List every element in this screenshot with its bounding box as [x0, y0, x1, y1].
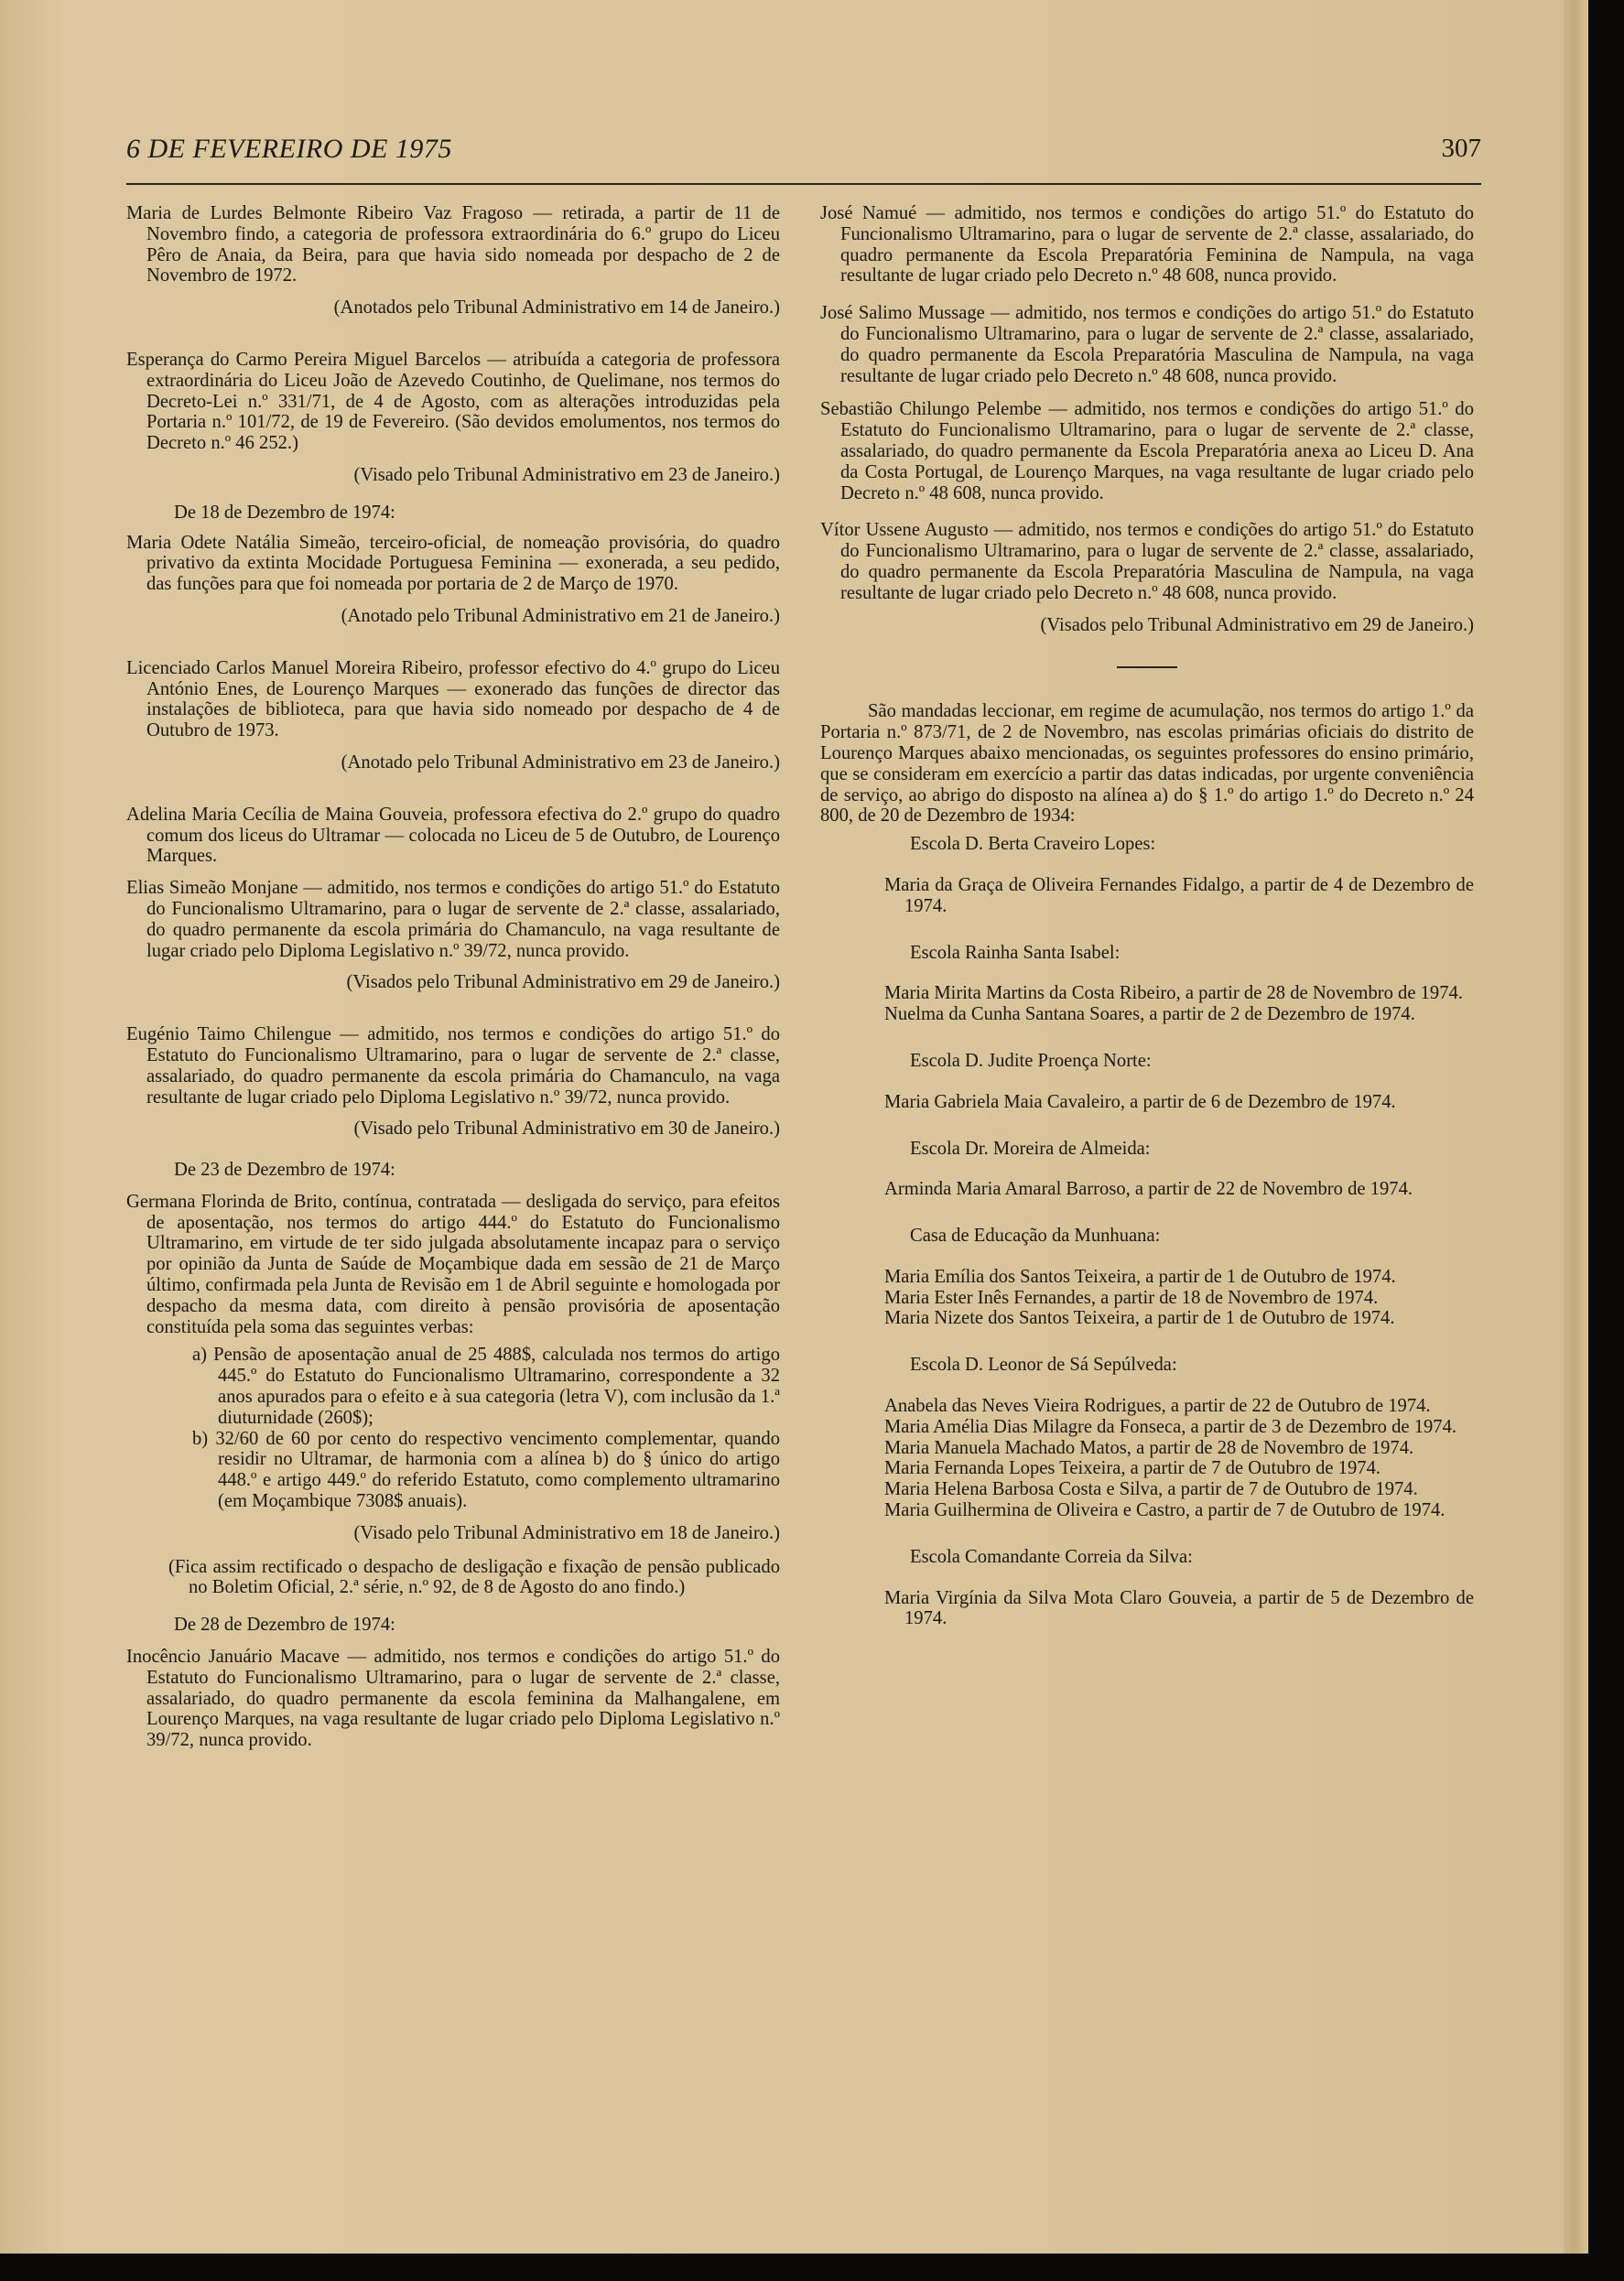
teacher-entry: Maria Mirita Martins da Costa Ribeiro, a partir de 28 de Novembro de 1974.: [884, 983, 1463, 1004]
school-heading: Escola D. Judite Proença Norte:: [910, 1050, 1152, 1071]
entry-paragraph: Maria Odete Natália Simeão, terceiro-oficial, de nomeação provisória, do quadro privativo da extinta Mocidade Portuguesa Feminina — exonerada, a seu pedido, das funções para que foi nomeada por portaria de 2 de Março de 1970.: [126, 532, 780, 595]
annotation-note: (Visado pelo Tribunal Administrativo em 23 de Janeiro.): [353, 464, 780, 485]
rectification-note: (Fica assim rectificado o despacho de desligação e fixação de pensão publicado no Boletim Oficial, 2.ª série, n.º 92, de 8 de Agosto do ano findo.): [168, 1556, 780, 1598]
teacher-list: [820, 875, 1474, 917]
annotation-note: (Anotado pelo Tribunal Administrativo em 21 de Janeiro.): [341, 605, 780, 626]
entry-paragraph: Adelina Maria Cecília de Maina Gouveia, professora efectiva do 2.º grupo do quadro comum dos liceus do Ultramar — colocada no Liceu de 5 de Outubro, de Lourenço Marques.: [126, 804, 780, 867]
entry-paragraph: José Namué — admitido, nos termos e condições do artigo 51.º do Estatuto do Funcionalismo Ultramarino, para o lugar de servente de 2.ª classe, assalariado, do quadro permanente da Escola Preparatória Feminina de Nampula, na vaga resultante de lugar criado pelo Decreto n.º 48 608, nunca provido.: [820, 203, 1474, 286]
annotation-note: (Anotado pelo Tribunal Administrativo em 23 de Janeiro.): [341, 751, 780, 773]
teacher-entry: Maria Virgínia da Silva Mota Claro Gouveia, a partir de 5 de Dezembro de 1974.: [884, 1587, 1474, 1629]
school-heading: Casa de Educação da Munhuana:: [910, 1226, 1161, 1247]
entry-paragraph: Maria de Lurdes Belmonte Ribeiro Vaz Fragoso — retirada, a partir de 11 de Novembro findo, a categoria de professora extraordinária do 6.º grupo do Liceu Pêro de Anaia, da Beira, para que havia sido nomeada por despacho de 2 de Novembro de 1972.: [126, 203, 780, 286]
pension-items: [126, 1345, 780, 1511]
school-heading: Escola Dr. Moreira de Almeida:: [910, 1138, 1151, 1159]
entry-paragraph: José Salimo Mussage — admitido, nos termos e condições do artigo 51.º do Estatuto do Funcionalismo Ultramarino, para o lugar de servente de 2.ª classe, assalariado, do quadro permanente da Escola Preparatória Masculina de Nampula, na vaga resultante de lugar criado pelo Decreto n.º 48 608, nunca provido.: [820, 303, 1474, 386]
school-heading: Escola Comandante Correia da Silva:: [910, 1546, 1193, 1567]
entry-paragraph: Elias Simeão Monjane — admitido, nos termos e condições do artigo 51.º do Estatuto do Funcionalismo Ultramarino, para o lugar de servente de 2.ª classe, assalariado, do quadro permanente da escola primária do Chamanculo, na vaga resultante de lugar criado pelo Diploma Legislativo n.º 39/72, nunca provido.: [126, 878, 780, 961]
school-heading: Escola D. Berta Craveiro Lopes:: [910, 834, 1156, 855]
school-heading: Escola Rainha Santa Isabel:: [910, 942, 1121, 963]
page-number: 307: [1441, 134, 1481, 163]
teacher-entry: Maria Gabriela Maia Cavaleiro, a partir de 6 de Dezembro de 1974.: [884, 1091, 1396, 1112]
teacher-entry: Maria Emília dos Santos Teixeira, a partir de 1 de Outubro de 1974.: [884, 1266, 1396, 1287]
issue-date: 6 DE FEVEREIRO DE 1975: [126, 134, 452, 164]
entry-paragraph: Eugénio Taimo Chilengue — admitido, nos termos e condições do artigo 51.º do Estatuto do Funcionalismo Ultramarino, para o lugar de servente de 2.ª classe, assalariado, do quadro permanente da escola primária do Chamanculo, na vaga resultante de lugar criado pelo Diploma Legislativo n.º 39/72, nunca provido.: [126, 1024, 780, 1108]
date-heading: De 23 de Dezembro de 1974:: [174, 1160, 395, 1181]
teacher-entry: Maria Amélia Dias Milagre da Fonseca, a partir de 3 de Dezembro de 1974.: [884, 1416, 1457, 1437]
header-rule: [126, 183, 1481, 185]
pension-item-a: a) Pensão de aposentação anual de 25 488$, calculada nos termos do artigo 445.º do Estatuto do Funcionalismo Ultramarino, correspondente a 32 anos apurados para o efeito e à sua categoria (letra V), com inclusão da 1.ª diuturnidade (260$);: [192, 1345, 780, 1428]
date-heading: De 28 de Dezembro de 1974:: [174, 1615, 395, 1636]
teacher-entry: Maria Nizete dos Santos Teixeira, a partir de 1 de Outubro de 1974.: [884, 1308, 1395, 1329]
entry-paragraph: Sebastião Chilungo Pelembe — admitido, nos termos e condições do artigo 51.º do Estatuto do Funcionalismo Ultramarino, para o lugar de servente de 2.ª classe, assalariado, do quadro permanente da Escola Preparatória anexa ao Liceu D. Ana da Costa Portugal, de Lourenço Marques, na vaga resultante de lugar criado pelo Decreto n.º 48 608, nunca provido.: [820, 399, 1474, 503]
teacher-entry: Maria Helena Barbosa Costa e Silva, a partir de 7 de Outubro de 1974.: [884, 1479, 1418, 1500]
intro-paragraph: São mandadas leccionar, em regime de acumulação, nos termos do artigo 1.º da Portaria n.º 873/71, de 2 de Novembro, nas escolas primárias oficiais do distrito de Lourenço Marques abaixo mencionadas, os seguintes professores do ensino primário, que se consideram em exercício a partir das datas indicadas, por urgente conveniência de serviço, ao abrigo do disposto na alínea a) do § 1.º do artigo 1.º do Decreto n.º 24 800, de 20 de Dezembro de 1934:: [820, 701, 1474, 827]
left-column: [126, 203, 780, 1751]
entry-paragraph: Esperança do Carmo Pereira Miguel Barcelos — atribuída a categoria de professora extraordinária do Liceu João de Azevedo Coutinho, de Quelimane, nos termos do Decreto-Lei n.º 331/71, de 4 de Agosto, com as alterações introduzidas pela Portaria n.º 101/72, de 19 de Fevereiro. (São devidos emolumentos, nos termos do Decreto n.º 46 252.): [126, 349, 780, 454]
teacher-list: [820, 1588, 1474, 1630]
entry-paragraph: Inocêncio Januário Macave — admitido, nos termos e condições do artigo 51.º do Estatuto do Funcionalismo Ultramarino, para o lugar de servente de 2.ª classe, assalariado, do quadro permanente da escola feminina da Malhangalene, em Lourenço Marques, na vaga resultante de lugar criado pelo Diploma Legislativo n.º 39/72, nunca provido.: [126, 1647, 780, 1751]
section-separator: [1117, 666, 1177, 668]
teacher-entry: Maria da Graça de Oliveira Fernandes Fidalgo, a partir de 4 de Dezembro de 1974.: [884, 874, 1474, 916]
entry-paragraph: Vítor Ussene Augusto — admitido, nos termos e condições do artigo 51.º do Estatuto do Funcionalismo Ultramarino, para o lugar de servente de 2.ª classe, assalariado, do quadro permanente da Escola Preparatória Masculina de Nampula, na vaga resultante de lugar criado pelo Decreto n.º 48 608, nunca provido.: [820, 520, 1474, 603]
school-heading: Escola D. Leonor de Sá Sepúlveda:: [910, 1355, 1177, 1376]
teacher-list: [820, 983, 1474, 1025]
teacher-list: [820, 1396, 1474, 1521]
teacher-entry: Maria Guilhermina de Oliveira e Castro, a partir de 7 de Outubro de 1974.: [884, 1500, 1445, 1521]
teacher-entry: Maria Ester Inês Fernandes, a partir de 18 de Novembro de 1974.: [884, 1287, 1379, 1308]
teacher-entry: Maria Manuela Machado Matos, a partir de 28 de Novembro de 1974.: [884, 1437, 1414, 1458]
annotation-note: (Visados pelo Tribunal Administrativo em 29 de Janeiro.): [1040, 614, 1474, 635]
teacher-list: [820, 1179, 1474, 1200]
annotation-note: (Anotados pelo Tribunal Administrativo em 14 de Janeiro.): [333, 297, 780, 319]
entry-paragraph: Licenciado Carlos Manuel Moreira Ribeiro, professor efectivo do 4.º grupo do Liceu António Enes, de Lourenço Marques — exonerado das funções de director das instalações de biblioteca, para que havia sido nomeado por despacho de 4 de Outubro de 1973.: [126, 657, 780, 741]
right-column: [820, 203, 1474, 1629]
teacher-list: [820, 1267, 1474, 1329]
date-heading: De 18 de Dezembro de 1974:: [174, 502, 395, 523]
annotation-note: (Visado pelo Tribunal Administrativo em 30 de Janeiro.): [353, 1119, 780, 1140]
teacher-entry: Nuelma da Cunha Santana Soares, a partir de 2 de Dezembro de 1974.: [884, 1004, 1415, 1025]
page-fold-shadow: [1564, 0, 1588, 2254]
pension-item-b: b) 32/60 de 60 por cento do respectivo vencimento complementar, quando residir no Ultramar, de harmonia com a alínea b) do § único do artigo 448.º e artigo 449.º do referido Estatuto, como complemento ultramarino (em Moçambique 7308$ anuais).: [192, 1428, 780, 1512]
entry-paragraph: Germana Florinda de Brito, contínua, contratada — desligada do serviço, para efeitos de aposentação, nos termos do artigo 444.º do Estatuto do Funcionalismo Ultramarino, em virtude de ter sido julgada absolutamente incapaz para o serviço por opinião da Junta de Saúde de Moçambique dada em sessão de 21 de Março último, confirmada pela Junta de Revisão em 1 de Abril seguinte e homologada por despacho da mesma data, com direito à pensão provisória de aposentação constituída pela soma das seguintes verbas:: [126, 1191, 780, 1337]
page-header: [126, 134, 1481, 170]
teacher-list: [820, 1092, 1474, 1113]
teacher-entry: Arminda Maria Amaral Barroso, a partir de 22 de Novembro de 1974.: [884, 1179, 1413, 1200]
annotation-note: (Visados pelo Tribunal Administrativo em 29 de Janeiro.): [346, 972, 780, 993]
annotation-note: (Visado pelo Tribunal Administrativo em 18 de Janeiro.): [353, 1522, 780, 1543]
teacher-entry: Anabela das Neves Vieira Rodrigues, a partir de 22 de Outubro de 1974.: [884, 1396, 1431, 1417]
teacher-entry: Maria Fernanda Lopes Teixeira, a partir de 7 de Outubro de 1974.: [884, 1458, 1381, 1479]
